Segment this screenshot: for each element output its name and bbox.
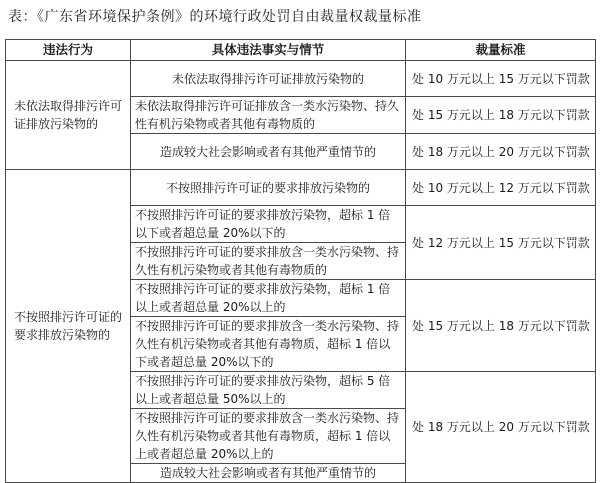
page-title: 表：《广东省环境保护条例》的环境行政处罚自由裁量权裁量标准 — [8, 9, 422, 25]
violation-cell: 未依法取得排污许可证排放污染物的 — [6, 61, 131, 170]
table-row — [6, 61, 596, 97]
table-row — [6, 170, 596, 206]
fact-cell: 未依法取得排污许可证排放含一类水污染物、持久性有机污染物或者其他有毒物质的 — [131, 97, 406, 134]
fact-cell: 未依法取得排污许可证排放污染物的 — [131, 61, 406, 97]
header-standard: 裁量标准 — [406, 40, 596, 61]
fact-cell: 不按照排污许可证的要求排放含一类水污染物、持久性有机污染物或者其他有毒物质，超标 1 倍以下或者超总量 20%以下的 — [131, 317, 406, 372]
header-violation: 违法行为 — [6, 40, 131, 61]
standard-cell: 处 18 万元以上 20 万元以下罚款 — [406, 372, 596, 483]
standard-cell: 处 12 万元以上 15 万元以下罚款 — [406, 206, 596, 280]
fact-cell: 不按照排污许可证的要求排放污染物，超标 1 倍以上或者超总量 20%以上的 — [131, 280, 406, 317]
fact-cell: 不按照排污许可证的要求排放含一类水污染物、持久性有机污染物或者其他有毒物质的 — [131, 243, 406, 280]
fact-cell: 不按照排污许可证的要求排放污染物，超标 1 倍以下或者超总量 20%以下的 — [131, 206, 406, 243]
standard-cell: 处 15 万元以上 18 万元以下罚款 — [406, 280, 596, 372]
standard-cell: 处 15 万元以上 18 万元以下罚款 — [406, 97, 596, 134]
violation-cell: 不按照排污许可证的要求排放污染物的 — [6, 170, 131, 483]
standard-cell: 处 10 万元以上 15 万元以下罚款 — [406, 61, 596, 97]
fact-cell: 不按照排污许可证的要求排放污染物，超标 5 倍以上或者超总量 50%以上的 — [131, 372, 406, 409]
penalty-standard-table — [5, 39, 596, 483]
standard-cell: 处 10 万元以上 12 万元以下罚款 — [406, 170, 596, 206]
fact-cell: 不按照排污许可证的要求排放含一类水污染物、持久性有机污染物或者其他有毒物质，超标 1 倍以上或者超总量 20%以上的 — [131, 409, 406, 464]
fact-cell: 不按照排污许可证的要求排放污染物的 — [131, 170, 406, 206]
fact-cell: 造成较大社会影响或者有其他严重情节的 — [131, 464, 406, 483]
fact-cell: 造成较大社会影响或者有其他严重情节的 — [131, 134, 406, 170]
standard-cell: 处 18 万元以上 20 万元以下罚款 — [406, 134, 596, 170]
header-facts: 具体违法事实与情节 — [131, 40, 406, 61]
table-header-row — [6, 40, 596, 61]
